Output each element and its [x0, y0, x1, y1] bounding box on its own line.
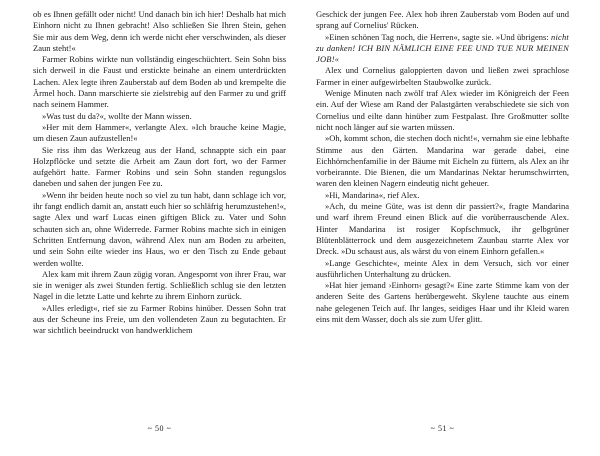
paragraph: Sie riss ihm das Werkzeug aus der Hand, schnappte sich ein paar Holzpflöcke und setzte die Arbeit am Zaun dort fort, wo der Farmer aufgehört hatte. Farmer Robins und sein Sohn standen regungslos daneben und sahen der jungen Fee zu. [33, 144, 286, 189]
emphasized-text: nicht zu danken! ICH BIN NÄMLICH EINE FEE UND TUE NUR MEINEN JOB!« [316, 31, 569, 65]
paragraph: »Oh, kommt schon, die stechen doch nicht!«, vernahm sie eine lebhafte Stimme aus den Gärten. Mandarina war gerade dabei, eine Eichhörnchenfamilie in der Bäume mit Eicheln zu füttern, als Alex an ihr vorbeirannte. Die Bienen, die um Mandarinas Nektar herumschwirrten, waren den kleinen Nagern eindeutig nicht geheuer. [316, 133, 569, 189]
paragraph-with-emphasis [316, 32, 569, 66]
paragraph: Alex kam mit ihrem Zaun zügig voran. Angespornt von ihrer Frau, war sie in weniger als zwei Stunden fertig. Schließlich schlug sie den letzten Nagel in die letzte Latte und kehrte zu ihrem Einhorn zurück. [33, 268, 286, 302]
paragraph: »Hat hier jemand ›Einhorn‹ gesagt?« Eine zarte Stimme kam von der anderen Seite des Gartens herübergeweht. Skylene tauchte aus einem nahe gelegenen Teich auf. Ihr langes, seidiges Haar und ihr Kleid waren eins mit dem Wasser, doch als sie zum Ufer glitt. [316, 280, 569, 325]
paragraph: »Ach, du meine Güte, was ist denn dir passiert?«, fragte Mandarina und warf ihrem Freund einen Blick auf die vorüberrauschende Alex. Hinter Mandarina ist rosiger Kopfschmuck, ihr gelbgrüner Blütenblätterrock und dem ausgezeichnetem Zaunbau starrte Alex vor Dreck. »Du schaust aus, als wärst du von einem Einhorn gefallen.« [316, 201, 569, 257]
paragraph: Farmer Robins wirkte nun vollständig eingeschüchtert. Sein Sohn biss sich derweil in die Faust und erstickte beinahe an einem unterdrückten Lachen. Alex legte ihren Zauberstab auf dem Boden ab und krempelte die Ärmel hoch. Dann marschierte sie zielstrebig auf den Farmer zu und griff nach seinem Hammer. [33, 54, 286, 110]
paragraph: »Was tust du da?«, wollte der Mann wissen. [42, 110, 192, 121]
page-number-right: ~ 51 ~ [430, 424, 455, 433]
left-page [33, 9, 286, 449]
right-page [316, 9, 569, 449]
paragraph: »Wenn ihr beiden heute noch so viel zu tun habt, dann schlage ich vor, ihr fangt endlich damit an, anstatt euch hier so schläfrig herumzustehen!«, sagte Alex und warf Lucas einen giftigen Blick zu. Vater und Sohn schauten sich an, ohne Widerrede. Farmer Robins machte sich in einigen Schritten Entfernung davon, während Alex nun am Boden zu arbeiten, und sein Sohn eilte wieder ins Haus, wo er den Tisch zu Ende gebaut werden wollte. [33, 189, 286, 268]
paragraph: ob es Ihnen gefällt oder nicht! Und danach bin ich hier! Deshalb hat mich Einhorn nicht zu Ihnen gebracht! Also schließen Sie Ihren Stein, gehen Sie mir aus dem Weg, denn ich werde nicht eher verschwinden, als dieser Zaun steht!« [33, 9, 286, 53]
paragraph-text: »Einen schönen Tag noch, die Herren«, sagte sie. »Und übrigens: [325, 31, 549, 42]
paragraph: Wenige Minuten nach zwölf traf Alex wieder im Königreich der Feen ein. Auf der Wiese am Rand der Palastgärten verabschiedete sie sich von Cornelius und eilte dann hinüber zum Festpalast. Ihre Großmutter sollte nicht noch länger auf sie warten müssen. [316, 88, 569, 132]
paragraph: Alex und Cornelius galoppierten davon und ließen zwei sprachlose Farmer in einer aufgewirbelten Staubwolke zurück. [316, 65, 569, 87]
paragraph: »Alles erledigt«, rief sie zu Farmer Robins hinüber. Dessen Sohn trat aus der Scheune ins Freie, um den vollendeten Zaun zu begutachten. Er war sichtlich beeindruckt von handwerklichem [33, 302, 286, 336]
paragraph: Geschick der jungen Fee. Alex hob ihren Zauberstab vom Boden auf und sprang auf Cornelius' Rücken. [316, 9, 569, 31]
paragraph: »Lange Geschichte«, meinte Alex in dem Versuch, sich vor einer ausführlichen Unterhaltung zu drücken. [316, 257, 569, 279]
paragraph: »Her mit dem Hammer«, verlangte Alex. »Ich brauche keine Magie, um diesen Zaun aufzustellen!« [33, 121, 286, 144]
page-number-left: ~ 50 ~ [147, 424, 172, 433]
paragraph: »Hi, Mandarina«, rief Alex. [325, 189, 420, 200]
